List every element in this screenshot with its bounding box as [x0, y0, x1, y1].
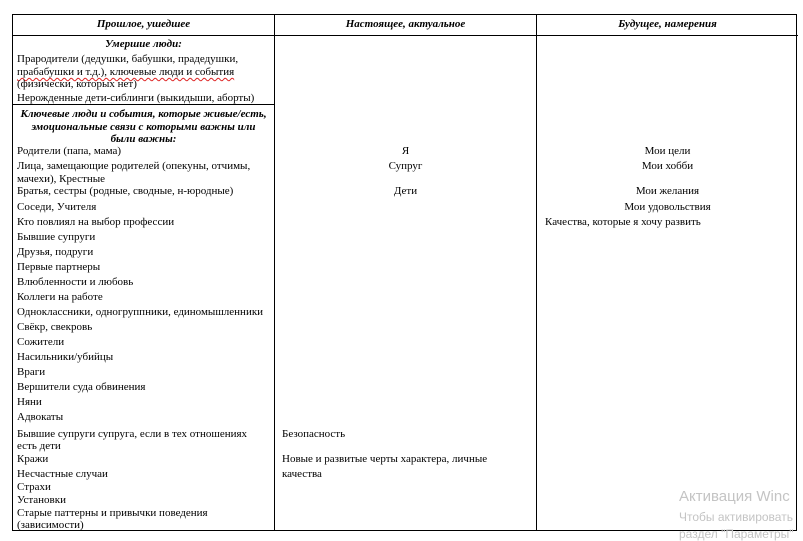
- section-living-title: были важны:: [110, 133, 177, 145]
- section-deceased-title: Умершие люди:: [105, 38, 182, 50]
- list-item: Лица, замещающие родителей (опекуны, отчимы,: [17, 160, 251, 172]
- list-item: Несчастные случаи: [17, 468, 108, 480]
- deceased-line: Прародители (дедушки, бабушки, прадедушки,: [17, 53, 239, 65]
- present-item: Дети: [393, 185, 418, 197]
- list-item: Страхи: [17, 481, 51, 493]
- header-present: Настоящее, актуальное: [345, 18, 466, 30]
- list-item: Соседи, Учителя: [17, 201, 97, 213]
- header-past: Прошлое, ушедшее: [96, 18, 191, 30]
- future-left-item: Качества, которые я хочу развить: [545, 216, 701, 228]
- list-item: Коллеги на работе: [17, 291, 103, 303]
- list-item: Первые партнеры: [17, 261, 101, 273]
- deceased-line: [17, 66, 234, 79]
- list-item: Бывшие супруги: [17, 231, 96, 243]
- list-item: Няни: [17, 396, 42, 408]
- list-item: Одноклассники, одногруппники, единомышленники: [17, 306, 264, 318]
- header-future: Будущее, намерения: [618, 18, 717, 30]
- future-item: Мои удовольствия: [624, 201, 711, 213]
- column-divider-1: [274, 15, 275, 530]
- section-living-title: эмоциональные связи с которыми важны или: [31, 121, 256, 133]
- list-item: Установки: [17, 494, 66, 506]
- list-item: есть дети: [17, 440, 61, 452]
- list-item: Кражи: [17, 453, 49, 465]
- list-item: (зависимости): [17, 519, 84, 531]
- future-item: Мои хобби: [641, 160, 694, 172]
- document-table: [12, 14, 797, 531]
- activation-watermark-title: Активация Winc: [679, 488, 790, 505]
- list-item: Братья, сестры (родные, сводные, н-юродные): [17, 185, 234, 197]
- list-item: Друзья, подруги: [17, 246, 94, 258]
- list-item: Кто повлиял на выбор профессии: [17, 216, 175, 228]
- present-item: Я: [401, 145, 410, 157]
- list-item: мачехи), Крестные: [17, 173, 105, 185]
- list-item: Насильники/убийцы: [17, 351, 114, 363]
- deceased-line-text: прабабушки и т.д.), ключевые люди и события: [17, 66, 235, 78]
- list-item: Старые паттерны и привычки поведения: [17, 507, 208, 519]
- activation-watermark-line: раздел "Параметры": [679, 527, 794, 541]
- present-item: Супруг: [388, 160, 423, 172]
- list-item: Вершители суда обвинения: [17, 381, 146, 393]
- future-item: Мои желания: [635, 185, 700, 197]
- list-item: Бывшие супруги супруга, если в тех отношениях: [17, 428, 248, 440]
- list-item: Родители (папа, мама): [17, 145, 122, 157]
- list-item: Враги: [17, 366, 46, 378]
- present-bottom-line: Безопасность: [282, 428, 346, 440]
- header-divider: [13, 35, 798, 36]
- section-living-title: Ключевые люди и события, которые живые/есть,: [20, 108, 267, 120]
- deceased-line: Нерожденные дети-сиблинги (выкидыши, аборты): [17, 92, 255, 104]
- list-item: Влюбленности и любовь: [17, 276, 134, 288]
- list-item: Свёкр, свекровь: [17, 321, 93, 333]
- present-bottom-line: Новые и развитые черты характера, личные: [282, 453, 488, 465]
- present-bottom-line: качества: [282, 468, 322, 480]
- future-item: Мои цели: [644, 145, 691, 157]
- column-divider-2: [536, 15, 537, 530]
- list-item: Сожители: [17, 336, 65, 348]
- deceased-line: (физически, которых нет): [17, 78, 137, 90]
- activation-watermark-line: Чтобы активировать: [679, 510, 793, 524]
- list-item: Адвокаты: [17, 411, 64, 423]
